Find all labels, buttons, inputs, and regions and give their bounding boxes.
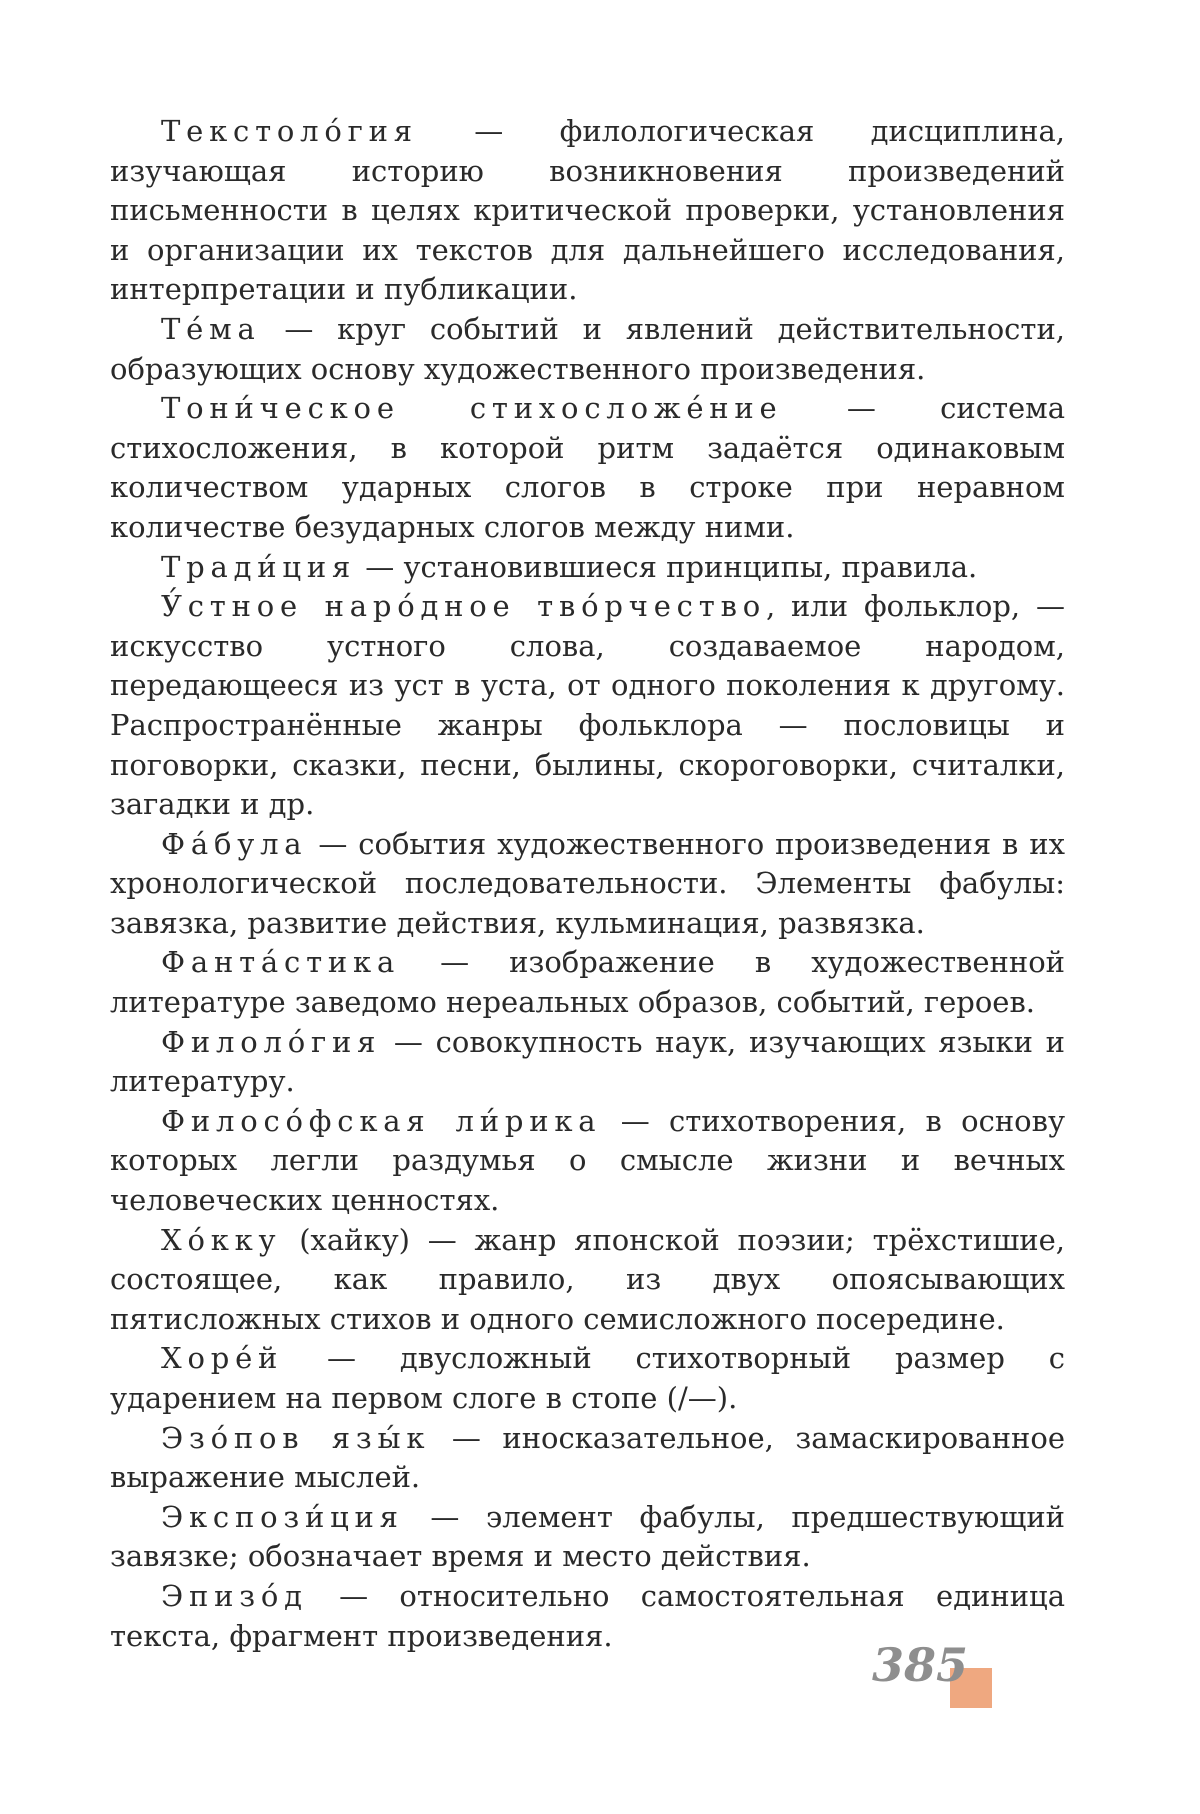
- glossary-entry-tonic-versification: [110, 389, 1065, 547]
- glossary-definition: — совокупность наук, изучающих языки и литературу.: [110, 1024, 1065, 1099]
- glossary-term: Экспози́ция: [161, 1499, 404, 1534]
- glossary-term: Те́ма: [161, 311, 261, 346]
- glossary-entry-philosophical-lyrics: [110, 1102, 1065, 1221]
- glossary-term: Филоло́гия: [161, 1024, 382, 1059]
- glossary-definition: , или фольклор, — искусство устного слова, создаваемое народом, передающееся из уст в уста, от одного поколения к другому. Распространённые жанры фольклора — пословицы и поговорки, сказки, песни, былины, скороговорки, считалки, загадки и др.: [110, 589, 1065, 822]
- glossary-definition: — круг событий и явлений действительности, образующих основу художественного произведения.: [110, 311, 1065, 386]
- glossary-term: Фанта́стика: [161, 945, 401, 980]
- glossary-entry-fabula: [110, 825, 1065, 944]
- glossary-entry-exposition: [110, 1498, 1065, 1577]
- glossary-entry-aesopian-language: [110, 1419, 1065, 1498]
- glossary-entry-tradition: [110, 548, 1065, 588]
- glossary-term: Эзо́пов язы́к: [161, 1420, 431, 1455]
- glossary-term: Хо́кку: [161, 1222, 282, 1257]
- glossary-definition: — система стихосложения, в которой ритм задаётся одинаковым количеством ударных слогов в строке при неравном количестве безударных слогов между ними.: [110, 391, 1065, 544]
- glossary-definition: — события художественного произведения в их хронологической последовательности. Элементы фабулы: завязка, развитие действия, кульминация, развязка.: [110, 826, 1065, 940]
- glossary-entry-folklore: [110, 587, 1065, 825]
- glossary-definition: — стихотворения, в основу которых легли раздумья о смысле жизни и вечных человеческих ценностях.: [110, 1103, 1066, 1218]
- glossary-term: Хоре́й: [161, 1341, 284, 1376]
- glossary-entry-fantasy: [110, 943, 1065, 1022]
- page-number-area: [872, 1630, 982, 1700]
- glossary-term: Фа́була: [161, 826, 308, 861]
- glossary-definition: — изображение в художественной литературе заведомо нереальных образов, событий, героев.: [110, 945, 1065, 1020]
- page-number: 385: [872, 1638, 969, 1692]
- glossary-term: Текстоло́гия: [161, 114, 418, 148]
- glossary-term: Эпизо́д: [161, 1578, 308, 1613]
- glossary-term: Филосо́фская ли́рика: [161, 1103, 602, 1138]
- glossary-definition: (хайку) — жанр японской поэзии; трёхстишие, состоящее, как правило, из двух опоясывающих пятисложных стихов и одного семисложного посередине.: [110, 1222, 1065, 1336]
- glossary-term: Тони́ческое стихосложе́ние: [161, 391, 783, 426]
- glossary-page: [110, 112, 1065, 1656]
- glossary-definition: — филологическая дисциплина, изучающая историю возникновения произведений письменности в целях критической проверки, установления и организации их текстов для дальнейшего исследования, интерпретации и публикации.: [110, 114, 1065, 307]
- glossary-entry-choree: [110, 1339, 1065, 1418]
- glossary-definition: — установившиеся принципы, правила.: [356, 549, 978, 584]
- glossary-entry-textology: [110, 112, 1065, 310]
- glossary-definition: — иносказательное, замаскированное выражение мыслей.: [110, 1420, 1065, 1495]
- glossary-definition: — двусложный стихотворный размер с ударением на первом слоге в стопе (/—).: [110, 1341, 1065, 1415]
- glossary-term: Тради́ция: [161, 549, 357, 584]
- glossary-entry-philology: [110, 1023, 1065, 1102]
- glossary-entry-tema: [110, 310, 1065, 389]
- glossary-definition: — элемент фабулы, предшествующий завязке; обозначает время и место действия.: [110, 1499, 1065, 1574]
- glossary-entry-hokku: [110, 1221, 1065, 1340]
- glossary-definition: — относительно самостоятельная единица текста, фрагмент произведения.: [110, 1578, 1065, 1653]
- glossary-term: У́стное наро́дное тво́рчество: [161, 589, 766, 624]
